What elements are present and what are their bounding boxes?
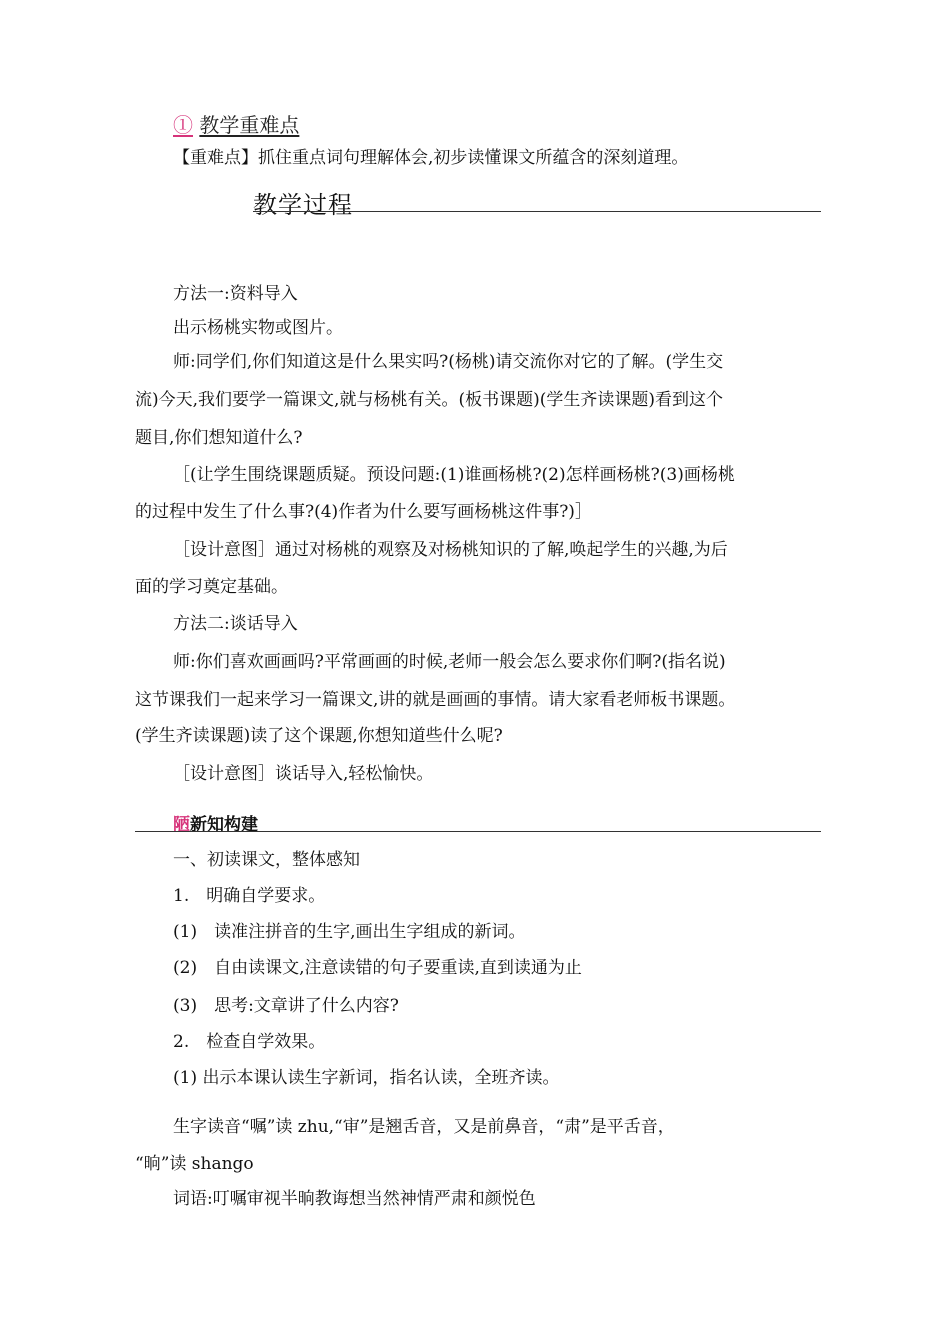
design-intent: ［设计意图］通过对杨桃的观察及对杨桃知识的了解,唤起学生的兴趣,为后 [173,540,728,560]
list-item: 2. 检查自学效果。 [173,1032,326,1052]
list-item: 1. 明确自学要求。 [173,886,326,906]
method-two-heading: 方法二:谈话导入 [173,614,298,634]
paragraph-line: 师:你们喜欢画画吗?平常画画的时候,老师一般会怎么要求你们啊?(指名说) [173,652,726,672]
paragraph-line: 这节课我们一起来学习一篇课文,讲的就是画画的事情。请大家看老师板书课题。 [135,690,736,710]
list-item: (1) 读准注拼音的生字,画出生字组成的新词。 [173,922,526,942]
paragraph-line: ［(让学生围绕课题质疑。预设问题:(1)谁画杨桃?(2)怎样画杨桃?(3)画杨桃 [173,465,735,485]
new-knowledge-title: 新知构建 [190,815,258,835]
design-intent: ［设计意图］谈话导入,轻松愉快。 [173,764,434,784]
section-number: ① [173,113,193,137]
section-heading [173,109,299,138]
list-item: (2) 自由读课文,注意读错的句子要重读,直到读通为止 [173,958,582,978]
section-mark: 陋 [173,815,190,835]
list-item: (1) 出示本课认读生字新词，指名认读，全班齐读。 [173,1068,560,1088]
key-points: 【重难点】抓住重点词句理解体会,初步读懂课文所蕴含的深刻道理。 [173,148,689,168]
paragraph-line: 出示杨桃实物或图片。 [173,318,343,338]
vocabulary-line: 词语:叮嘱审视半晌教诲想当然神情严肃和颜悦色 [173,1189,536,1209]
subsection-heading: 一、初读课文，整体感知 [173,850,360,870]
paragraph-line: 师:同学们,你们知道这是什么果实吗?(杨桃)请交流你对它的了解。(学生交 [173,352,724,372]
new-knowledge-rule [135,831,821,832]
section-title: 教学重难点 [199,113,300,137]
paragraph-line: 的过程中发生了什么事?(4)作者为什么要写画杨桃这件事?)］ [135,502,592,522]
process-title-rule [253,211,821,212]
method-one-heading: 方法一:资料导入 [173,284,298,304]
list-item: (3) 思考:文章讲了什么内容? [173,996,399,1016]
paragraph-line: “晌”读 shango [135,1154,254,1174]
process-title: 教学过程 [253,191,353,219]
paragraph-line: (学生齐读课题)读了这个课题,你想知道些什么呢? [135,726,503,746]
paragraph-line: 题目,你们想知道什么? [135,428,303,448]
paragraph-line: 生字读音“嘱”读 zhu,“审”是翘舌音，又是前鼻音，“肃”是平舌音， [173,1117,675,1137]
paragraph-line: 面的学习奠定基础。 [135,577,288,597]
paragraph-line: 流)今天,我们要学一篇课文,就与杨桃有关。(板书课题)(学生齐读课题)看到这个 [135,390,723,410]
